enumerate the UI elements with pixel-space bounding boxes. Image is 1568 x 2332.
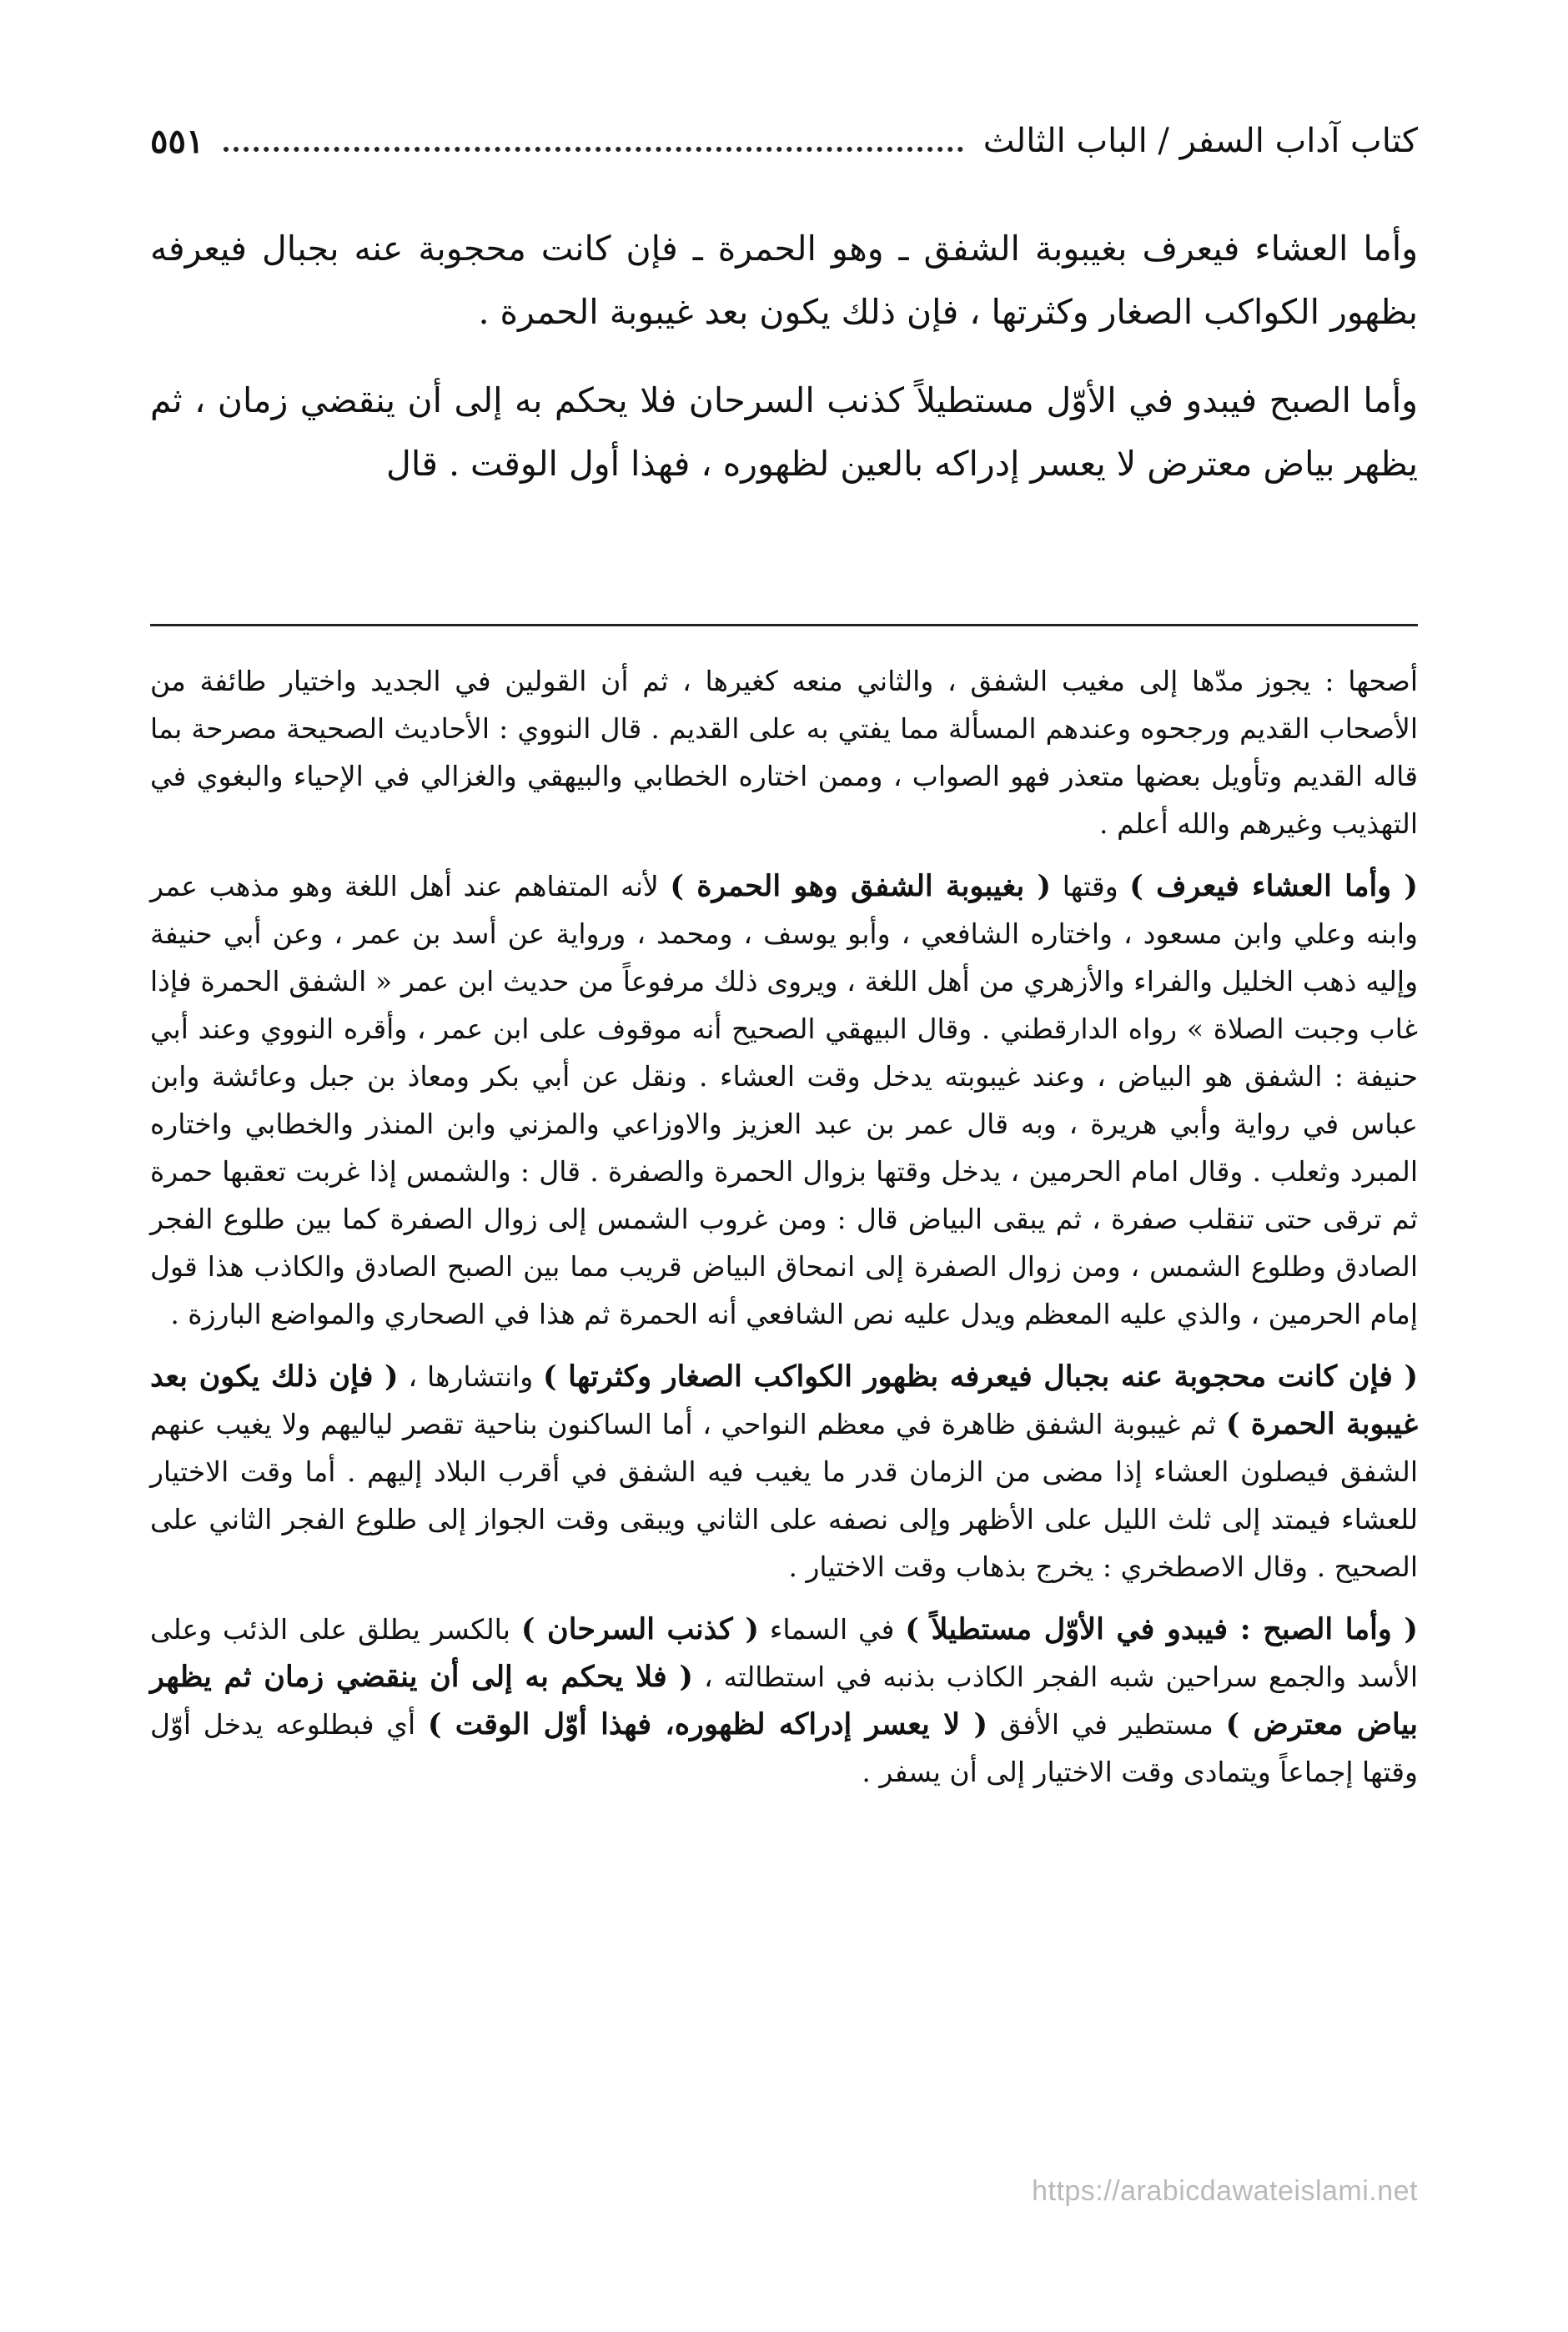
quoted-matn: ( كذنب السرحان ) <box>520 1612 759 1646</box>
quoted-matn: ( فإن ذلك يكون بعد غيبوبة الحمرة ) <box>150 1359 1419 1441</box>
commentary-paragraph: أصحها : يجوز مدّها إلى مغيب الشفق ، والثاني منعه كغيرها ، ثم أن القولين في الجديد واختيار طائفة من الأصحاب القديم ورجحوه وعندهم المسألة مما يفتي به على القديم . قال النووي : الأحاديث الصحيحة مصرحة بما قاله القديم وتأويل بعضها متعذر فهو الصواب ، وممن اختاره الخطابي والبيهقي والغزالي في الإحياء والبغوي في التهذيب وغيرهم والله أعلم . <box>150 665 1418 840</box>
book-page <box>150 100 1418 2235</box>
commentary-text: مستطير في الأفق <box>988 1708 1226 1741</box>
commentary-paragraph <box>150 862 1418 1338</box>
commentary-text: وقتها <box>1051 870 1130 902</box>
commentary-text: بالكسر يطلق على الذئب وعلى الأسد والجمع سراحين شبه الفجر الكاذب بذنبه في استطالته ، <box>150 1613 1418 1693</box>
footnote-divider <box>150 624 1418 626</box>
page-header <box>150 112 1418 170</box>
commentary-text: في السماء <box>758 1613 906 1646</box>
quoted-matn: ( لا يعسر إدراكه لظهوره، فهذا أوّل الوقت ) <box>427 1707 988 1741</box>
quoted-matn: ( فلا يحكم به إلى أن ينقضي زمان ثم يظهر بياض معترض ) <box>150 1660 1418 1741</box>
header-dotted-leader <box>224 147 962 152</box>
commentary-paragraph <box>150 1606 1418 1796</box>
commentary-text: ثم غيبوبة الشفق ظاهرة في معظم النواحي ، أما الساكنون بناحية تقصر لياليهم ولا يغيب عنهم الشفق فيصلون العشاء إذا مضى من الزمان قدر ما يغيب فيه الشفق في أقرب البلاد إليهم . أما وقت الاختيار للعشاء فيمتد إلى ثلث الليل على الأظهر وإلى نصفه على الثاني ويبقى وقت الجواز إلى طلوع الفجر الثاني على الصحيح . وقال الاصطخري : يخرج بذهاب وقت الاختيار . <box>150 1408 1418 1583</box>
main-text <box>150 217 1418 520</box>
page-number: ٥٥١ <box>150 121 204 161</box>
quoted-matn: ( وأما الصبح : فيبدو في الأوّل مستطيلاً ) <box>905 1612 1418 1646</box>
commentary <box>150 657 1418 1811</box>
commentary-text: وانتشارها ، <box>398 1360 544 1393</box>
quoted-matn: ( وأما العشاء فيعرف ) <box>1129 869 1418 903</box>
header-title: كتاب آداب السفر / الباب الثالث <box>983 122 1418 160</box>
watermark-url: https://arabicdawateislami.net <box>1032 2175 1418 2207</box>
commentary-text: أي فبطلوعه يدخل أوّل وقتها إجماعاً ويتمادى وقت الاختيار إلى أن يسفر . <box>150 1708 1418 1788</box>
quoted-matn: ( فإن كانت محجوبة عنه بجبال فيعرفه بظهور الكواكب الصغار وكثرتها ) <box>543 1359 1419 1394</box>
commentary-text: لأنه المتفاهم عند أهل اللغة وهو مذهب عمر وابنه وعلي وابن مسعود ، واختاره الشافعي ، وأبو يوسف ، ومحمد ، ورواية عن أسد بن عمر ، وعن أبي حنيفة وإليه ذهب الخليل والفراء والأزهري من أهل اللغة ، ويروى ذلك مرفوعاً من حديث ابن عمر « الشفق الحمرة فإذا غاب وجبت الصلاة » رواه الدارقطني . وقال البيهقي الصحيح أنه موقوف على ابن عمر ، وأقره النووي وعند أبي حنيفة : الشفق هو البياض ، وعند غيبوبته يدخل وقت العشاء . ونقل عن أبي بكر ومعاذ بن جبل وعائشة وابن عباس في رواية وأبي هريرة ، وبه قال عمر بن عبد العزيز والاوزاعي والمزني وابن المنذر والخطابي واختاره المبرد وثعلب . وقال امام الحرمين ، يدخل وقتها بزوال الحمرة والصفرة . قال : والشمس إذا غربت تعقبها حمرة ثم ترقى حتى تنقلب صفرة ، ثم يبقى البياض قال : ومن غروب الشمس إلى زوال الصفرة كما بين طلوع الفجر الصادق وطلوع الشمس ، ومن زوال الصفرة إلى انمحاق البياض قريب مما بين الصبح الصادق والكاذب هذا قول إمام الحرمين ، والذي عليه المعظم ويدل عليه نص الشافعي أنه الحمرة ثم هذا في الصحاري والمواضع البارزة . <box>150 870 1418 1330</box>
main-paragraph: وأما العشاء فيعرف بغيبوبة الشفق ـ وهو الحمرة ـ فإن كانت محجوبة عنه بجبال فيعرفه بظهور الكواكب الصغار وكثرتها ، فإن ذلك يكون بعد غيبوبة الحمرة . <box>150 229 1418 332</box>
main-paragraph: وأما الصبح فيبدو في الأوّل مستطيلاً كذنب السرحان فلا يحكم به إلى أن ينقضي زمان ، ثم يظهر بياض معترض لا يعسر إدراكه بالعين لظهوره ، فهذا أول الوقت . قال <box>150 380 1418 484</box>
quoted-matn: ( بغيبوبة الشفق وهو الحمرة ) <box>670 869 1052 903</box>
commentary-paragraph <box>150 1353 1418 1591</box>
